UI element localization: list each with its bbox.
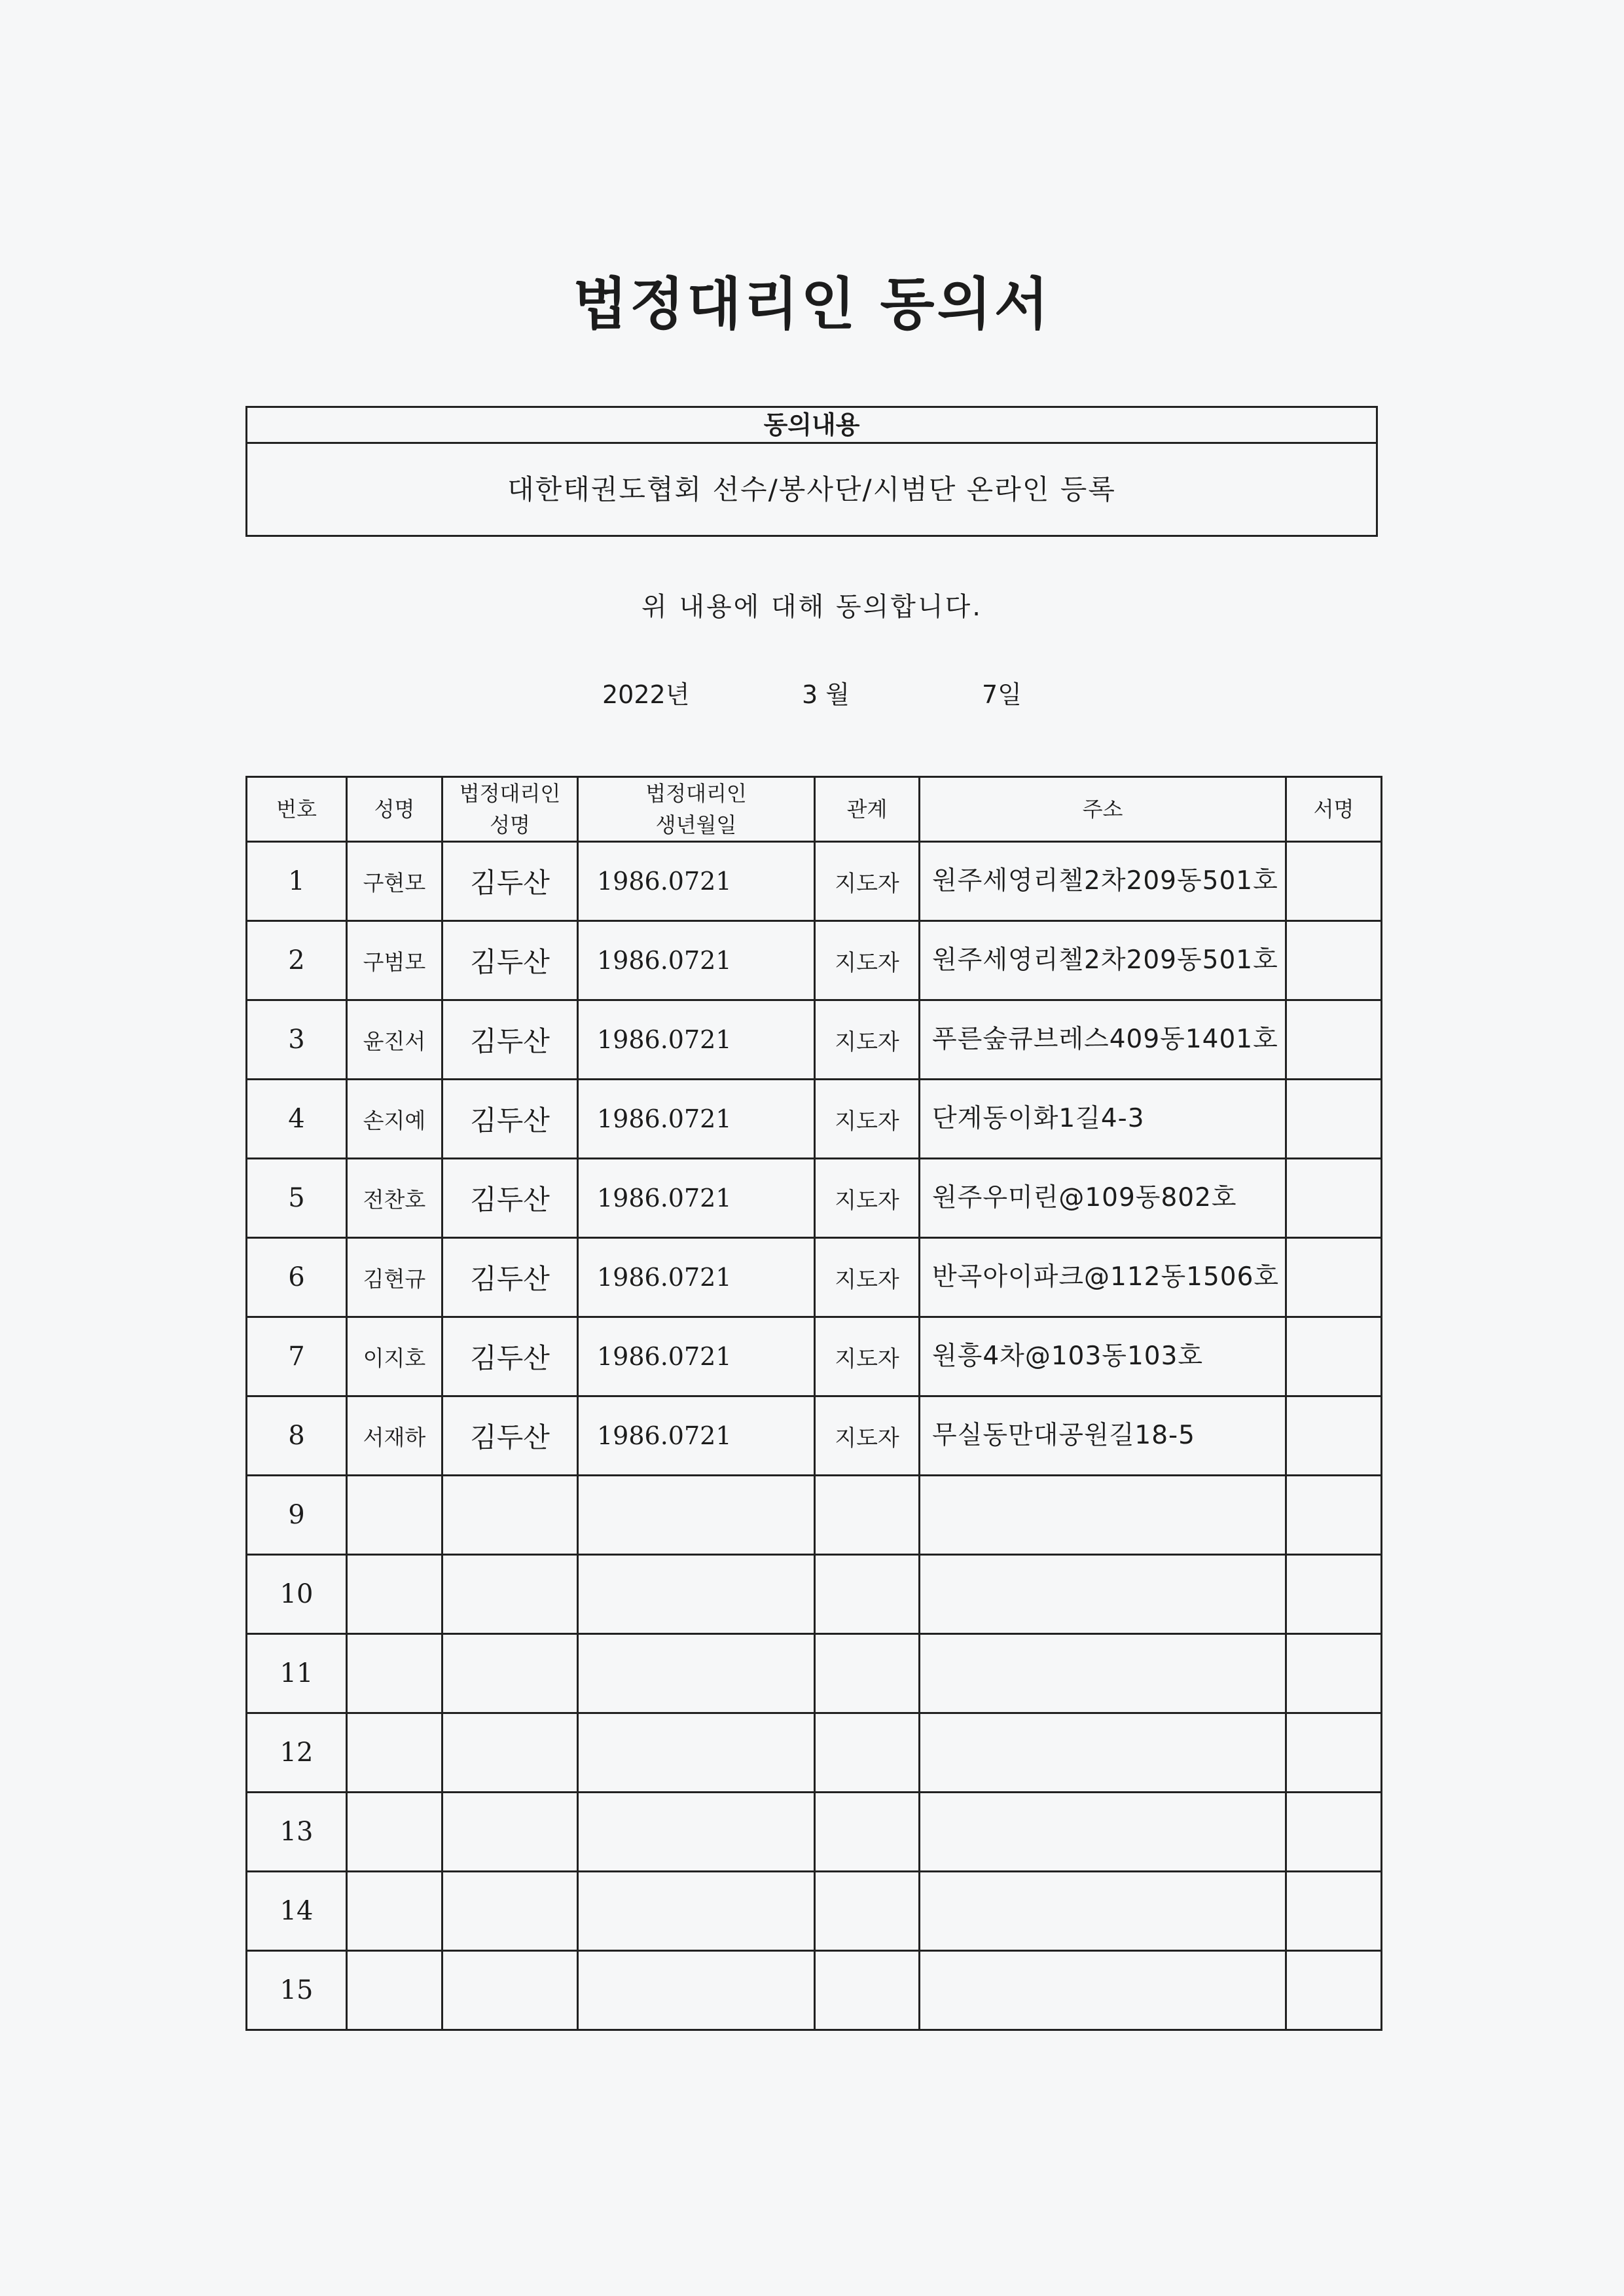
cell-name: 손지예: [347, 1080, 442, 1159]
cell-signature: [1286, 1317, 1382, 1396]
consent-box: [245, 406, 1378, 537]
cell-address: [920, 1713, 1286, 1793]
cell-relation: 지도자: [815, 1317, 920, 1396]
cell-guardian-birth: [578, 1793, 815, 1872]
date-month: 3 월: [802, 680, 850, 709]
cell-address: [920, 1476, 1286, 1555]
cell-guardian-name: 김두산: [442, 1159, 578, 1238]
cell-guardian-name: [442, 1634, 578, 1713]
cell-name: [347, 1713, 442, 1793]
cell-name: 구범모: [347, 921, 442, 1000]
cell-guardian-birth: [578, 1872, 815, 1951]
cell-name: 이지호: [347, 1317, 442, 1396]
cell-address: [920, 1872, 1286, 1951]
table-row: [247, 1476, 1382, 1555]
date-year: 2022년: [602, 680, 690, 709]
cell-guardian-name: [442, 1872, 578, 1951]
cell-signature: [1286, 1793, 1382, 1872]
cell-guardian-birth: 1986.0721: [578, 1396, 815, 1476]
cell-address: 단계동이화1길4-3: [920, 1080, 1286, 1159]
cell-address: [920, 1793, 1286, 1872]
agree-statement: 위 내용에 대해 동의합니다.: [641, 592, 983, 622]
cell-guardian-name: 김두산: [442, 921, 578, 1000]
cell-guardian-birth: 1986.0721: [578, 1238, 815, 1317]
cell-name: [347, 1872, 442, 1951]
cell-guardian-birth: 1986.0721: [578, 1000, 815, 1080]
cell-name: 전찬호: [347, 1159, 442, 1238]
consent-header: 동의내용: [247, 408, 1376, 444]
cell-no: 8: [247, 1396, 347, 1476]
header-signature: 서명: [1286, 777, 1382, 842]
consent-content: 대한태권도협회 선수/봉사단/시범단 온라인 등록: [507, 473, 1116, 505]
cell-name: 윤진서: [347, 1000, 442, 1080]
cell-guardian-name: [442, 1713, 578, 1793]
cell-no: 4: [247, 1080, 347, 1159]
header-no: 번호: [247, 777, 347, 842]
cell-guardian-birth: 1986.0721: [578, 1317, 815, 1396]
cell-relation: 지도자: [815, 842, 920, 921]
table-row: [247, 1159, 1382, 1238]
cell-relation: 지도자: [815, 1396, 920, 1476]
cell-no: 15: [247, 1951, 347, 2030]
cell-address: 무실동만대공원길18-5: [920, 1396, 1286, 1476]
cell-no: 6: [247, 1238, 347, 1317]
cell-guardian-name: [442, 1555, 578, 1634]
cell-name: [347, 1555, 442, 1634]
cell-address: 원주세영리첼2차209동501호: [920, 921, 1286, 1000]
cell-no: 11: [247, 1634, 347, 1713]
cell-guardian-birth: [578, 1634, 815, 1713]
cell-signature: [1286, 1238, 1382, 1317]
page-title: 법정대리인 동의서: [573, 272, 1051, 337]
cell-signature: [1286, 1476, 1382, 1555]
cell-name: [347, 1793, 442, 1872]
cell-guardian-birth: 1986.0721: [578, 921, 815, 1000]
cell-name: [347, 1634, 442, 1713]
cell-guardian-name: 김두산: [442, 1080, 578, 1159]
cell-guardian-name: [442, 1951, 578, 2030]
cell-no: 5: [247, 1159, 347, 1238]
cell-signature: [1286, 1951, 1382, 2030]
cell-relation: 지도자: [815, 1000, 920, 1080]
table-row: [247, 1793, 1382, 1872]
cell-guardian-birth: [578, 1555, 815, 1634]
cell-relation: 지도자: [815, 1238, 920, 1317]
table-row: [247, 1713, 1382, 1793]
cell-guardian-name: 김두산: [442, 1238, 578, 1317]
table-row: [247, 1634, 1382, 1713]
cell-guardian-name: 김두산: [442, 842, 578, 921]
cell-signature: [1286, 1396, 1382, 1476]
cell-relation: [815, 1555, 920, 1634]
cell-guardian-name: 김두산: [442, 1396, 578, 1476]
cell-address: [920, 1555, 1286, 1634]
cell-no: 1: [247, 842, 347, 921]
cell-signature: [1286, 842, 1382, 921]
table-row: [247, 842, 1382, 921]
cell-signature: [1286, 1080, 1382, 1159]
cell-relation: [815, 1713, 920, 1793]
cell-relation: [815, 1634, 920, 1713]
cell-signature: [1286, 1872, 1382, 1951]
cell-relation: [815, 1793, 920, 1872]
cell-signature: [1286, 1555, 1382, 1634]
table-row: [247, 921, 1382, 1000]
table-row: [247, 1872, 1382, 1951]
cell-name: [347, 1951, 442, 2030]
cell-address: [920, 1634, 1286, 1713]
date-day: 7일: [982, 680, 1022, 709]
cell-guardian-name: [442, 1476, 578, 1555]
cell-name: 서재하: [347, 1396, 442, 1476]
cell-guardian-birth: 1986.0721: [578, 842, 815, 921]
cell-no: 2: [247, 921, 347, 1000]
cell-address: [920, 1951, 1286, 2030]
cell-no: 10: [247, 1555, 347, 1634]
cell-signature: [1286, 1713, 1382, 1793]
cell-guardian-birth: [578, 1951, 815, 2030]
cell-guardian-name: 김두산: [442, 1000, 578, 1080]
cell-relation: [815, 1476, 920, 1555]
header-relation: 관계: [815, 777, 920, 842]
table-row: [247, 1238, 1382, 1317]
header-guardian-name: 법정대리인 성명: [442, 777, 578, 842]
cell-signature: [1286, 1634, 1382, 1713]
roster-table: [245, 776, 1382, 2031]
table-row: [247, 1000, 1382, 1080]
header-name: 성명: [347, 777, 442, 842]
cell-signature: [1286, 921, 1382, 1000]
cell-address: 원주세영리첼2차209동501호: [920, 842, 1286, 921]
cell-name: [347, 1476, 442, 1555]
table-row: [247, 1080, 1382, 1159]
cell-no: 9: [247, 1476, 347, 1555]
cell-no: 7: [247, 1317, 347, 1396]
cell-signature: [1286, 1159, 1382, 1238]
table-row: [247, 1951, 1382, 2030]
cell-guardian-name: [442, 1793, 578, 1872]
header-guardian-birth: 법정대리인 생년월일: [578, 777, 815, 842]
cell-relation: 지도자: [815, 921, 920, 1000]
header-address: 주소: [920, 777, 1286, 842]
cell-address: 푸른숲큐브레스409동1401호: [920, 1000, 1286, 1080]
cell-guardian-birth: 1986.0721: [578, 1159, 815, 1238]
table-row: [247, 1555, 1382, 1634]
cell-relation: [815, 1951, 920, 2030]
cell-guardian-birth: [578, 1476, 815, 1555]
cell-relation: [815, 1872, 920, 1951]
cell-relation: 지도자: [815, 1159, 920, 1238]
cell-guardian-birth: [578, 1713, 815, 1793]
cell-address: 원흥4차@103동103호: [920, 1317, 1286, 1396]
table-row: [247, 1396, 1382, 1476]
cell-no: 14: [247, 1872, 347, 1951]
cell-guardian-birth: 1986.0721: [578, 1080, 815, 1159]
cell-guardian-name: 김두산: [442, 1317, 578, 1396]
cell-signature: [1286, 1000, 1382, 1080]
cell-address: 반곡아이파크@112동1506호: [920, 1238, 1286, 1317]
cell-relation: 지도자: [815, 1080, 920, 1159]
cell-address: 원주우미린@109동802호: [920, 1159, 1286, 1238]
cell-name: 김현규: [347, 1238, 442, 1317]
table-row: [247, 1317, 1382, 1396]
cell-no: 12: [247, 1713, 347, 1793]
cell-no: 3: [247, 1000, 347, 1080]
table-header-row: [247, 777, 1382, 842]
cell-no: 13: [247, 1793, 347, 1872]
cell-name: 구현모: [347, 842, 442, 921]
